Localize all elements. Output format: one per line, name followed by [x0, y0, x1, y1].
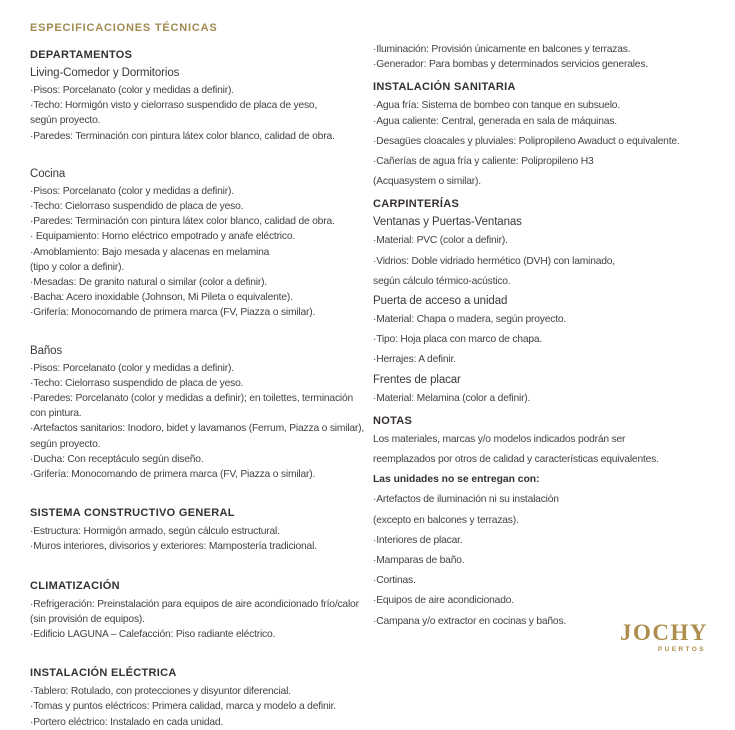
spec-line: ·Material: Melamina (color a definir). [373, 392, 531, 404]
spec-line: ·Tomas y puntos eléctricos: Primera calidad, marca y modelo a definir. [30, 701, 336, 713]
spec-line: (Acquasystem o similar). [373, 176, 481, 188]
exclusion-line: ·Equipos de aire acondicionado. [373, 595, 514, 607]
exclusion-line: ·Interiores de placar. [373, 534, 463, 546]
spec-line: ·Material: PVC (color a definir). [373, 235, 508, 247]
exclusion-line: ·Cortinas. [373, 575, 416, 587]
page-title: ESPECIFICACIONES TÉCNICAS [30, 22, 218, 34]
spec-line: ·Techo: Cielorraso suspendido de placa de yeso. [30, 201, 244, 213]
notas-bold-line: Las unidades no se entregan con: [373, 474, 540, 486]
spec-line: ·Muros interiores, divisorios y exteriores: Mampostería tradicional. [30, 541, 317, 553]
spec-line: ·Agua fría: Sistema de bombeo con tanque en subsuelo. [373, 100, 620, 112]
spec-line: ·Cañerías de agua fría y caliente: Polipropileno H3 [373, 156, 594, 168]
spec-line: ·Grifería: Monocomando de primera marca (FV, Piazza o similar). [30, 307, 316, 319]
spec-line: ·Artefactos sanitarios: Inodoro, bidet y lavamanos (Ferrum, Piazza o similar), [30, 423, 365, 435]
section-heading-instalacion-sanitaria: INSTALACIÓN SANITARIA [373, 81, 516, 94]
spec-line: (tipo y color a definir). [30, 261, 125, 273]
notas-intro-line: reemplazados por otros de calidad y características equivalentes. [373, 454, 659, 466]
subsection-title-ventanas: Ventanas y Puertas-Ventanas [373, 216, 522, 229]
spec-line: ·Techo: Cielorraso suspendido de placa de yeso. [30, 377, 244, 389]
spec-line: · Equipamiento: Horno eléctrico empotrado y anafe eléctrico. [30, 231, 296, 243]
spec-line: ·Herrajes: A definir. [373, 354, 456, 366]
spec-line: ·Amoblamiento: Bajo mesada y alacenas en melamina [30, 246, 270, 258]
section-heading-instalacion-electrica: INSTALACIÓN ELÉCTRICA [30, 667, 177, 680]
notas-intro-line: Los materiales, marcas y/o modelos indicados podrán ser [373, 433, 626, 445]
spec-line: ·Estructura: Hormigón armado, según cálculo estructural. [30, 526, 280, 538]
spec-line: ·Pisos: Porcelanato (color y medidas a definir). [30, 85, 234, 96]
spec-line: ·Mesadas: De granito natural o similar (color a definir). [30, 277, 267, 289]
spec-line: ·Desagües cloacales y pluviales: Polipropileno Awaduct o equivalente. [373, 135, 680, 147]
logo-wordmark: JOCHY [620, 620, 708, 645]
spec-line: según proyecto. [30, 115, 101, 127]
spec-line: ·Material: Chapa o madera, según proyecto. [373, 314, 567, 326]
spec-line: ·Refrigeración: Preinstalación para equipos de aire acondicionado frío/calor [30, 598, 359, 610]
spec-line: ·Ducha: Con receptáculo según diseño. [30, 453, 204, 465]
spec-line: ·Edificio LAGUNA – Calefacción: Piso radiante eléctrico. [30, 629, 276, 641]
spec-line: ·Pisos: Porcelanato (color y medidas a definir). [30, 185, 234, 197]
spec-line: con pintura. [30, 408, 82, 420]
subsection-title-living-comedor: Living-Comedor y Dormitorios [30, 67, 180, 79]
spec-line: (sin provisión de equipos). [30, 613, 145, 625]
spec-line: según proyecto. [30, 438, 101, 450]
spec-line: ·Paredes: Porcelanato (color y medidas a definir); en toilettes, terminación [30, 393, 354, 405]
exclusion-line: (excepto en balcones y terrazas). [373, 514, 519, 526]
subsection-title-puerta-acceso: Puerta de acceso a unidad [373, 295, 508, 308]
section-heading-sistema-constructivo: SISTEMA CONSTRUCTIVO GENERAL [30, 507, 235, 520]
subsection-title-banos: Baños [30, 344, 63, 357]
exclusion-line: ·Campana y/o extractor en cocinas y baños. [373, 615, 567, 627]
exclusion-line: ·Artefactos de iluminación ni su instalación [373, 494, 559, 506]
exclusion-line: ·Mamparas de baño. [373, 555, 465, 567]
section-heading-climatizacion: CLIMATIZACIÓN [30, 579, 120, 592]
spec-line: ·Agua caliente: Central, generada en sala de máquinas. [373, 115, 617, 127]
logo-tagline: PUERTOS [657, 646, 706, 653]
two-column-layout [30, 34, 710, 730]
brand-logo [620, 621, 708, 653]
section-heading-departamentos: DEPARTAMENTOS [30, 49, 133, 61]
spec-line: ·Bacha: Acero inoxidable (Johnson, Mi Pileta o equivalente). [30, 292, 293, 304]
spec-line: ·Tablero: Rotulado, con protecciones y disyuntor diferencial. [30, 686, 291, 698]
spec-line: ·Tipo: Hoja placa con marco de chapa. [373, 334, 543, 346]
spec-line: ·Grifería: Monocomando de primera marca (FV, Piazza o similar). [30, 469, 316, 481]
spec-line: ·Techo: Hormigón visto y cielorraso suspendido de placa de yeso, [30, 100, 318, 112]
spec-line: ·Vidrios: Doble vidriado hermético (DVH) con laminado, [373, 255, 615, 267]
subsection-title-cocina: Cocina [30, 167, 66, 180]
spec-line: según cálculo térmico-acústico. [373, 275, 511, 287]
right-column [373, 34, 710, 634]
spec-line: ·Portero eléctrico: Instalado en cada unidad. [30, 716, 224, 728]
spec-line: ·Generador: Para bombas y determinados servicios generales. [373, 59, 648, 71]
spec-line: ·Pisos: Porcelanato (color y medidas a definir). [30, 362, 234, 374]
spec-line: ·Iluminación: Provisión únicamente en balcones y terrazas. [373, 44, 631, 55]
spec-line: ·Paredes: Terminación con pintura látex color blanco, calidad de obra. [30, 130, 335, 142]
subsection-title-frentes-placar: Frentes de placar [373, 373, 461, 386]
spec-line: ·Paredes: Terminación con pintura látex color blanco, calidad de obra. [30, 216, 335, 228]
section-heading-carpinterias: CARPINTERÍAS [373, 198, 460, 211]
section-heading-notas: NOTAS [373, 414, 413, 427]
left-column [30, 34, 373, 730]
